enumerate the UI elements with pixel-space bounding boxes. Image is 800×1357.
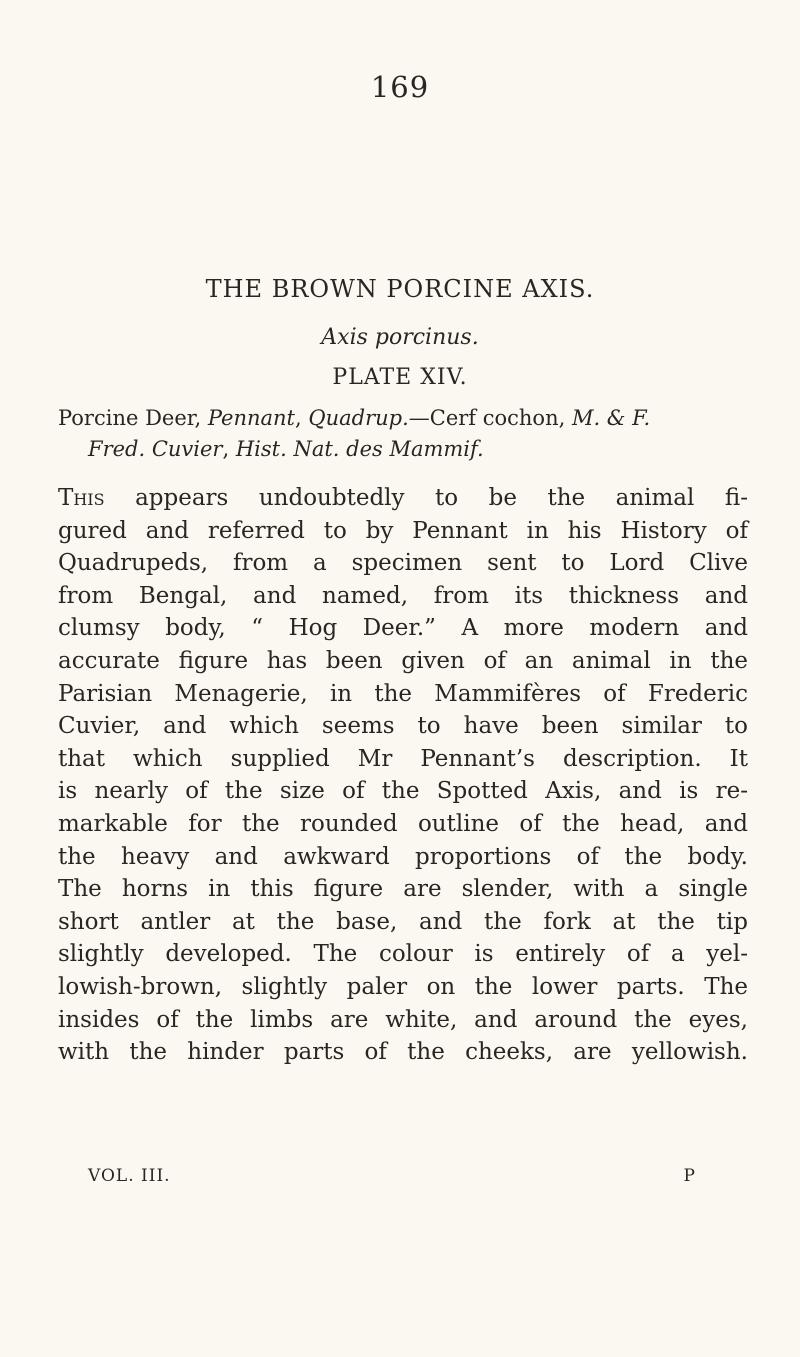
synonymy-author: Pennant (207, 406, 295, 430)
body-line: short antler at the base, and the fork at the tip (58, 908, 748, 935)
body-line: The horns in this figure are slender, with a single (58, 876, 748, 903)
body-line: the heavy and awkward proportions of the body. (58, 843, 748, 870)
body-line: that which supplied Mr Pennant’s description. It (58, 745, 748, 772)
body-line: with the hinder parts of the cheeks, are yellowish. (58, 1039, 748, 1066)
synonymy-text-2: —Cerf cochon, (408, 406, 572, 430)
body-line: from Bengal, and named, from its thickness and (58, 582, 748, 609)
body-line: Parisian Menagerie, in the Mammifères of Frederic (58, 680, 748, 707)
body-line (58, 482, 748, 515)
synonymy-text: Porcine Deer, (58, 406, 208, 430)
synonymy-line-2 (58, 434, 748, 465)
body-line: accurate figure has been given of an animal in the (58, 647, 748, 674)
body-line: gured and referred to by Pennant in his History of (58, 517, 748, 544)
synonymy-author-2: Fred. Cuvier (88, 437, 223, 461)
scientific-name: Axis porcinus. (321, 325, 479, 350)
synonymy-authors: M. & F. (571, 406, 651, 430)
body-line: slightly developed. The colour is entirely of a yel- (58, 941, 748, 968)
body-line-text: appears undoubtedly to be the animal fi- (104, 485, 748, 511)
body-line: lowish-brown, slightly paler on the lower parts. The (58, 973, 748, 1000)
body-line: clumsy body, “ Hog Deer.” A more modern and (58, 615, 748, 642)
synonymy-work: Quadrup. (308, 406, 409, 430)
page-number: 169 (370, 70, 430, 104)
body-line: Cuvier, and which seems to have been similar to (58, 713, 748, 740)
synonymy-separator: , (295, 406, 309, 430)
volume-label: VOL. III. (88, 1166, 171, 1186)
plate-label: PLATE XIV. (332, 365, 468, 390)
signature-mark: P (683, 1166, 696, 1186)
synonymy-work-2: Hist. Nat. des Mammif. (235, 437, 484, 461)
body-line: markable for the rounded outline of the head, and (58, 810, 748, 837)
body-line: insides of the limbs are white, and around the eyes, (58, 1006, 748, 1033)
section-title: THE BROWN PORCINE AXIS. (205, 275, 595, 303)
synonymy-separator-2: , (222, 437, 236, 461)
body-line: is nearly of the size of the Spotted Axis, and is re- (58, 778, 748, 805)
body-paragraph (58, 482, 748, 1069)
drop-word: This (58, 485, 105, 511)
body-line: Quadrupeds, from a specimen sent to Lord Clive (58, 550, 748, 577)
synonymy-citation (58, 403, 748, 465)
